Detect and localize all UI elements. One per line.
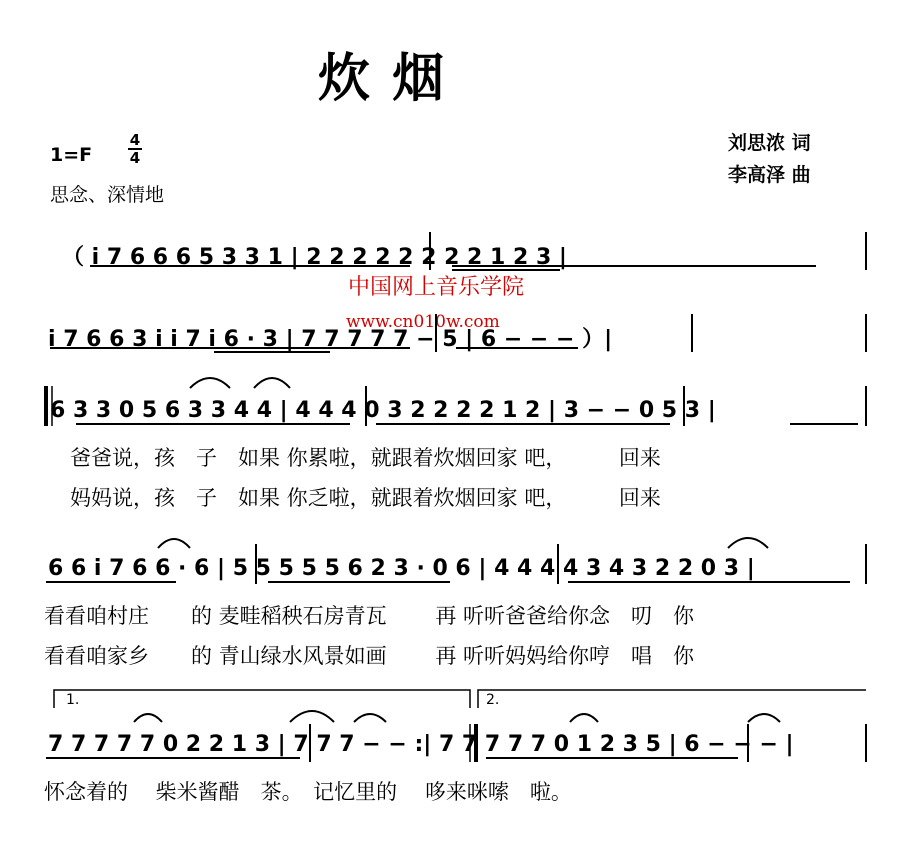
- staff-line-3-notes: 6 3 3 0 5 6 3 3 4 4 | 4 4 4 0 3 2 2 2 2 1 2 | 3 − − 0 5 3 |: [50, 398, 716, 423]
- staff-line-3-lyric-verse-1: 爸爸说，孩 子 如果 你累啦，就跟着炊烟回家 吧， 回来: [70, 446, 661, 470]
- slur: [728, 538, 768, 548]
- slur: [254, 378, 290, 388]
- ending-2-label: 2.: [486, 692, 500, 708]
- slur: [354, 714, 386, 722]
- slur: [134, 714, 162, 722]
- composer-credit: 李高泽 曲: [728, 164, 811, 186]
- staff-line-5-lyric: 怀念着的 柴米酱醋 茶。 记忆里的 哆来咪嗦 啦。: [44, 780, 572, 804]
- watermark-url: www.cn010w.com: [346, 312, 500, 332]
- staff-line-5-notes: 7 7 7 7 7 0 2 2 1 3 | 7 7 7 − − :| 7 7 7 7 7 0 1 2 3 5 | 6 − − − |: [48, 732, 794, 757]
- watermark-site-name: 中国网上音乐学院: [348, 275, 525, 300]
- ending-2-bracket: [478, 690, 866, 708]
- slur: [158, 539, 190, 548]
- staff-line-1-notes: （ i 7 6 6 6 5 3 3 1 | 2 2 2 2 2 2 2 2 1 2 3 |: [62, 245, 567, 270]
- ending-1-bracket: [54, 690, 470, 708]
- time-signature-top: 4: [129, 131, 141, 149]
- slur: [570, 714, 598, 722]
- staff-line-4-lyric-verse-2: 看看咱家乡 的 青山绿水风景如画 再 听听妈妈给你哼 唱 你: [44, 644, 695, 668]
- ending-1-label: 1.: [66, 692, 80, 708]
- slur: [190, 378, 230, 388]
- song-title: 炊 烟: [318, 49, 447, 109]
- staff-line-4-notes: 6 6 i 7 6 6 · 6 | 5 5 5 5 5 6 2 3 · 0 6 | 4 4 4 4 3 4 3 2 2 0 3 |: [48, 556, 755, 581]
- expression-marking: 思念、深情地: [50, 184, 165, 206]
- staff-line-2-notes: i 7 6 6 3 i i 7 i 6 · 3 | 7 7 7 7 7 − 5 | 6 − − − ）|: [48, 327, 613, 352]
- time-signature-bottom: 4: [129, 149, 141, 167]
- staff-line-3-lyric-verse-2: 妈妈说，孩 子 如果 你乏啦，就跟着炊烟回家 吧， 回来: [70, 486, 661, 510]
- slur: [290, 711, 334, 722]
- staff-line-4-lyric-verse-1: 看看咱村庄 的 麦畦稻秧石房青瓦 再 听听爸爸给你念 叨 你: [44, 604, 695, 628]
- lyricist-credit: 刘思浓 词: [728, 132, 811, 154]
- key-signature: 1=F: [50, 144, 93, 166]
- slur: [748, 714, 780, 722]
